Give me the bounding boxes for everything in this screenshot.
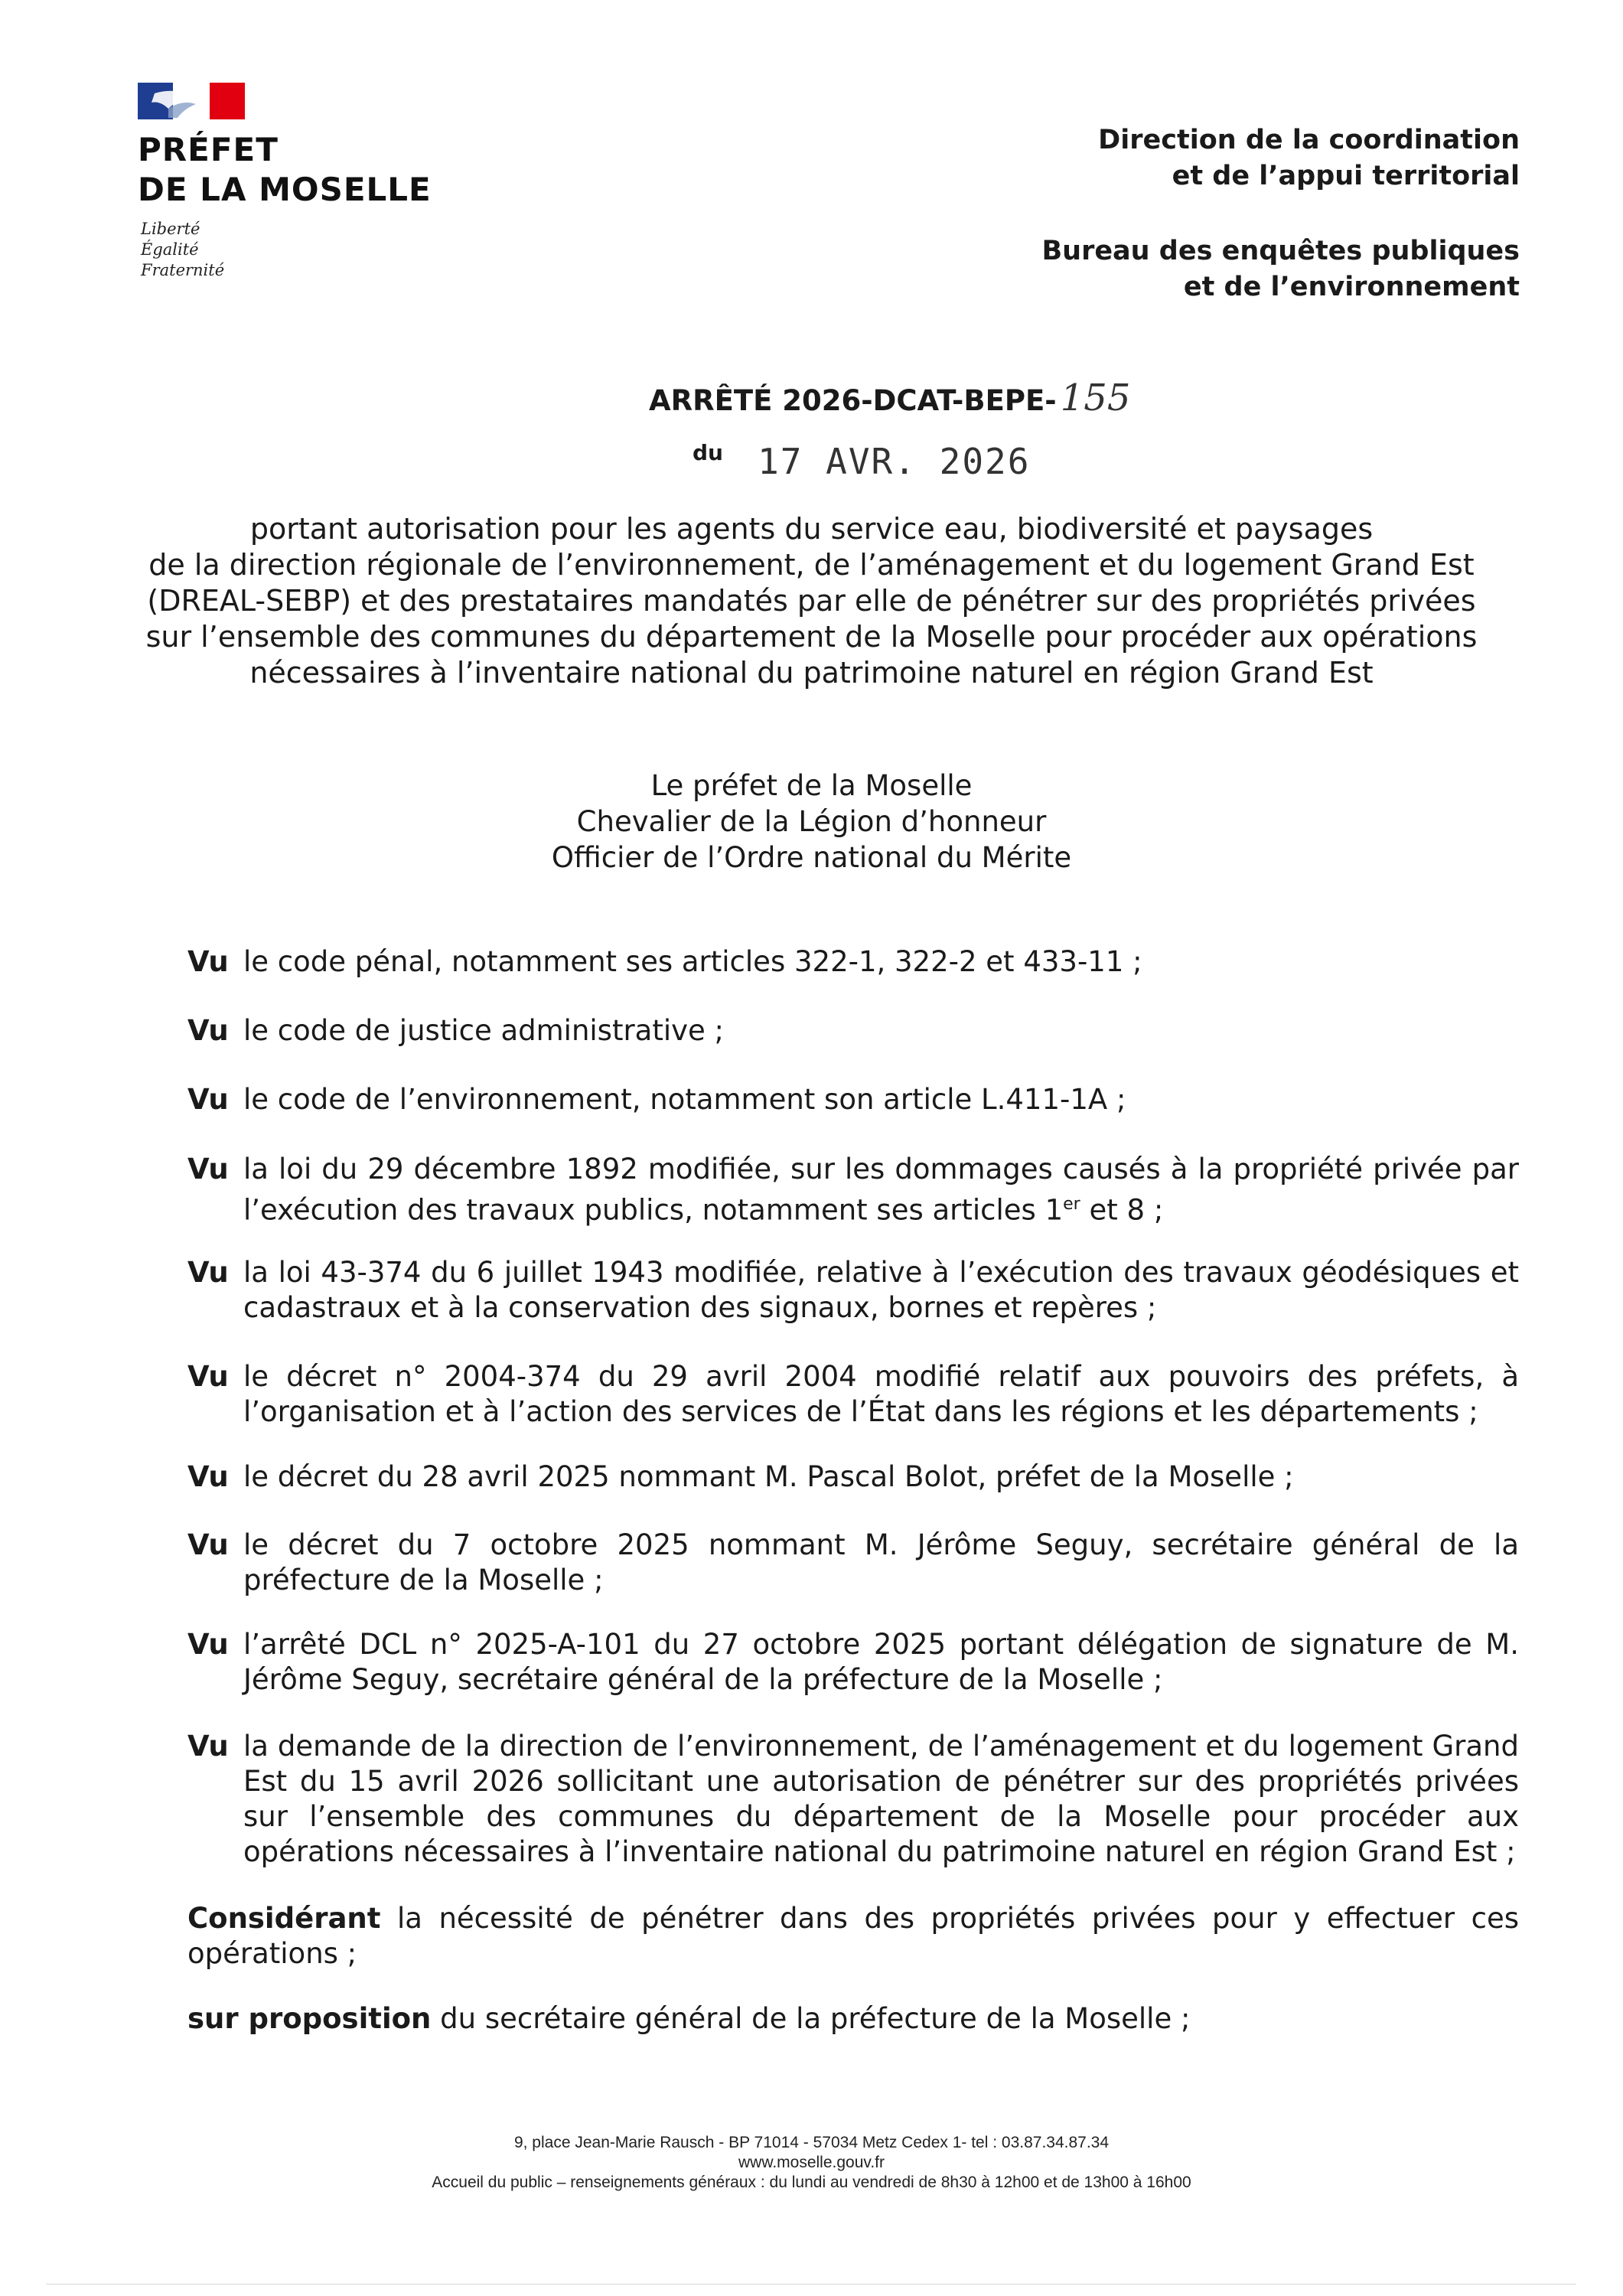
vu-text: la demande de la direction de l’environnement, de l’aménagement et du logement Grand Est du 15 avril 2026 sollicitant une autorisation de pénétrer sur des propriétés privées sur l’ensemble des communes du département de la Moselle pour procéder aux opérations nécessaires à l’inventaire national du patrimoine naturel en région Grand Est ;	[243, 1730, 1519, 1868]
vu-text: le code de justice administrative ;	[243, 1014, 725, 1047]
motto-fraternite: Fraternité	[141, 261, 225, 279]
marianne-flag-icon	[138, 83, 245, 119]
vu-label: Vu	[187, 1256, 229, 1289]
direction-heading	[1098, 122, 1520, 194]
vu-text: le code de l’environnement, notamment son article L.411-1A ;	[243, 1083, 1126, 1116]
considerant-label: Considérant	[187, 1902, 381, 1935]
subject-block	[0, 511, 1623, 691]
date-stamp: 17 AVR. 2026	[758, 441, 1031, 482]
considerant-text: la nécessité de pénétrer dans des propriétés privées pour y effectuer ces opérations ;	[187, 1902, 1519, 1970]
logo-title-line1: PRÉFET	[138, 131, 279, 168]
vu-text: l’arrêté DCL n° 2025-A-101 du 27 octobre 2025 portant délégation de signature de M. Jérôme Seguy, secrétaire général de la préfecture de la Moselle ;	[243, 1628, 1519, 1696]
bottom-rule	[46, 2284, 1576, 2285]
authority-line: Chevalier de la Légion d’honneur	[576, 805, 1047, 838]
subject-line: nécessaires à l’inventaire national du patrimoine naturel en région Grand Est	[249, 656, 1374, 690]
vu-label: Vu	[187, 945, 229, 978]
superscript: er	[1063, 1195, 1080, 1214]
arrete-date	[693, 440, 1030, 482]
vu-text: le décret du 28 avril 2025 nommant M. Pascal Bolot, préfet de la Moselle ;	[243, 1460, 1294, 1493]
considerant-paragraph	[187, 1901, 1519, 1971]
bureau-line2: et de l’environnement	[1183, 272, 1520, 302]
proposition-label: sur proposition	[187, 2002, 432, 2035]
vu-label: Vu	[187, 1360, 229, 1393]
vu-label: Vu	[187, 1628, 229, 1661]
bureau-heading	[1041, 233, 1520, 305]
vu-text: le code pénal, notamment ses articles 322-1, 322-2 et 433-11 ;	[243, 945, 1142, 978]
authority-line: Officier de l’Ordre national du Mérite	[551, 841, 1072, 874]
subject-line: portant autorisation pour les agents du service eau, biodiversité et paysages	[249, 512, 1374, 546]
direction-line2: et de l’appui territorial	[1172, 161, 1520, 191]
authority-block	[0, 768, 1623, 876]
proposition-paragraph	[187, 2001, 1519, 2037]
vu-label: Vu	[187, 1730, 229, 1763]
vu-label: Vu	[187, 1083, 229, 1116]
vu-label: Vu	[187, 1014, 229, 1047]
subject-line: sur l’ensemble des communes du département de la Moselle pour procéder aux opérations	[145, 620, 1478, 654]
arrete-number-prefix: ARRÊTÉ 2026-DCAT-BEPE-	[649, 384, 1057, 417]
footer-website[interactable]: www.moselle.gouv.fr	[738, 2154, 885, 2171]
vu-text: la loi 43-374 du 6 juillet 1943 modifiée, relative à l’exécution des travaux géodésiques et cadastraux et à la conservation des signaux, bornes et repères ;	[243, 1256, 1519, 1324]
subject-line: de la direction régionale de l’environnement, de l’aménagement et du logement Grand Est	[148, 548, 1475, 582]
vu-label: Vu	[187, 1153, 229, 1186]
proposition-text: du secrétaire général de la préfecture de la Moselle ;	[440, 2002, 1191, 2035]
authority-line: Le préfet de la Moselle	[650, 769, 973, 802]
vu-text: la loi du 29 décembre 1892 modifiée, sur les dommages causés à la propriété privée par l’exécution des travaux publics, notamment ses articles 1er et 8 ;	[243, 1153, 1519, 1227]
vu-label: Vu	[187, 1460, 229, 1493]
vu-text: le décret du 7 octobre 2025 nommant M. Jérôme Seguy, secrétaire général de la préfecture de la Moselle ;	[243, 1528, 1519, 1596]
bureau-line1: Bureau des enquêtes publiques	[1041, 236, 1520, 266]
logo-title-line2: DE LA MOSELLE	[138, 171, 432, 208]
footer-hours: Accueil du public – renseignements généraux : du lundi au vendredi de 8h30 à 12h00 et de 13h00 à 16h00	[432, 2174, 1191, 2191]
arrete-title	[649, 377, 1130, 419]
vu-label: Vu	[187, 1528, 229, 1561]
direction-line1: Direction de la coordination	[1098, 125, 1520, 155]
subject-line: (DREAL-SEBP) et des prestataires mandatés par elle de pénétrer sur des propriétés privées	[147, 584, 1476, 618]
footer-address: 9, place Jean-Marie Rausch - BP 71014 - 57034 Metz Cedex 1- tel : 03.87.34.87.34	[513, 2134, 1110, 2151]
handwritten-number: 155	[1060, 377, 1131, 419]
motto-egalite: Égalité	[141, 240, 199, 259]
motto-liberte: Liberté	[141, 220, 200, 238]
vu-text: le décret n° 2004-374 du 29 avril 2004 modifié relatif aux pouvoirs des préfets, à l’organisation et à l’action des services de l’État dans les régions et les départements ;	[243, 1360, 1519, 1428]
date-prefix: du	[693, 440, 723, 465]
